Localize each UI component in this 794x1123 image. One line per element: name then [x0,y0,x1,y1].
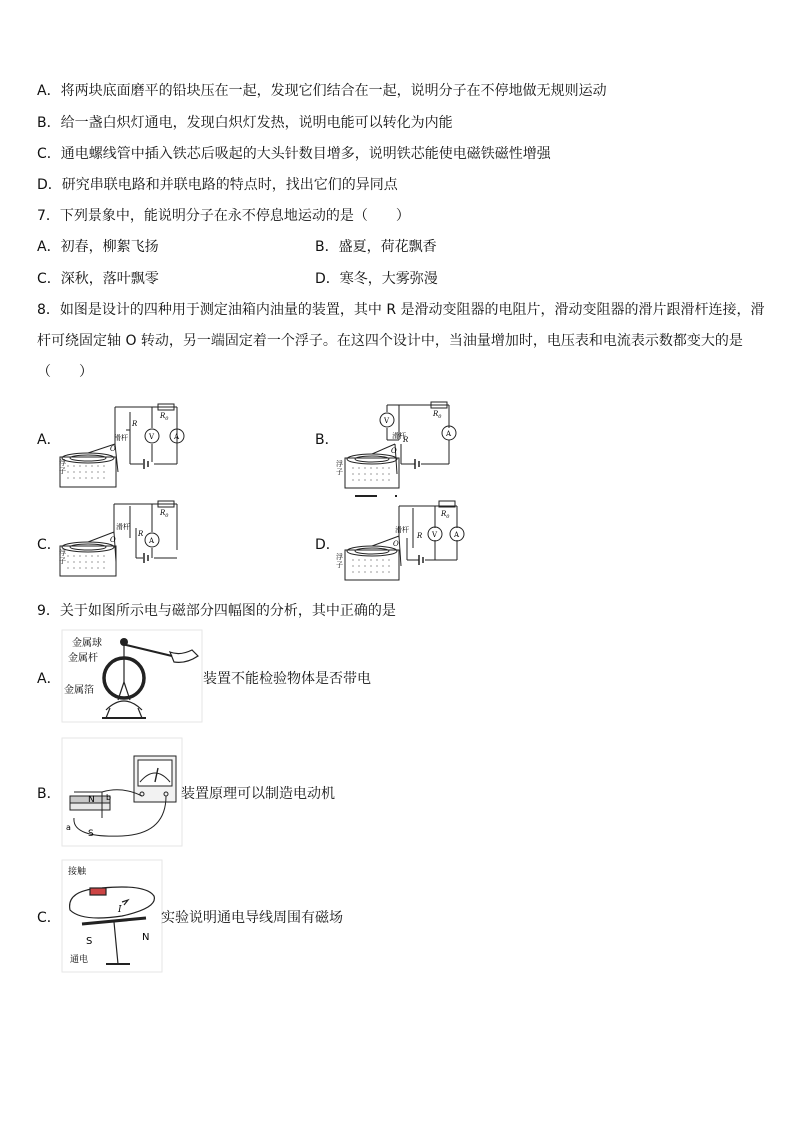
float-label-2: 子 [336,561,343,569]
q8-stem-line2: 杆可绕固定轴 O 转动，另一端固定着一个浮子。在这四个设计中，当油量增加时，电压表和电流表示数都变大的是 [37,333,743,349]
q8-circuit-c [58,498,188,588]
lever-label: 滑杆 [395,526,409,534]
resistor-label: R [403,436,409,444]
metal-rod-label: 金属杆 [68,653,98,664]
q9-figure-c-oersted [62,860,162,972]
q7-option-b: B．盛夏，荷花飘香 [315,239,437,255]
circuit-a-svg [58,402,188,492]
wire-a-label: a [66,823,71,832]
voltmeter-label: V [149,433,155,441]
voltmeter-label: V [432,531,438,539]
float-label: 浮 [59,459,66,467]
q8-circuit-b [335,400,465,500]
resistor-label: R [132,420,138,428]
q6-option-d: D．研究串联电路和并联电路的特点时，找出它们的异同点 [37,177,398,193]
r0-subscript: 0 [438,414,442,420]
float-label: 浮 [336,553,343,561]
power-on-label: 通电 [70,955,89,965]
current-label: I [118,905,122,915]
q9-label-a: A． [37,671,61,687]
wire-b-label: b [106,793,112,802]
ammeter-label: A [454,531,460,539]
q9-figure-b-generator [62,738,182,846]
r0-label: $R_0$ [160,412,169,422]
q8-circuit-d [335,498,465,588]
lever-label: 滑杆 [114,434,128,442]
oersted-svg [62,860,162,972]
q8-label-b: B． [315,432,339,448]
metal-foil-label: 金属箔 [64,685,94,696]
compass-n-label: N [142,932,150,943]
ammeter-label: A [149,537,155,545]
r0-subscript: 0 [165,513,169,519]
south-pole-label: S [88,829,94,839]
electroscope-svg [62,630,202,722]
q9-option-c-text: 实验说明通电导线周围有磁场 [161,910,343,926]
q7-stem: 7．下列景象中，能说明分子在永不停息地运动的是（ ） [37,208,410,224]
pivot-label: O [110,445,116,453]
r0-label: $R_0$ [433,410,442,420]
r0-label: $R_0$ [441,510,450,520]
resistor-label: R [417,532,423,540]
q6-option-a: A．将两块底面磨平的铅块压在一起，发现它们结合在一起，说明分子在不停地做无规则运动 [37,83,607,99]
q9-label-c: C． [37,910,61,926]
pivot-label: O [393,540,399,548]
compass-s-label: S [86,936,93,947]
q9-option-b-text: 装置原理可以制造电动机 [181,786,335,802]
q6-option-b: B．给一盏白炽灯通电，发现白炽灯发热，说明电能可以转化为内能 [37,115,453,131]
q8-stem-line1: 8．如图是设计的四种用于测定油箱内油量的装置，其中 R 是滑动变阻器的电阻片，滑动变阻器的滑片跟滑杆连接，滑 [37,302,765,318]
ammeter-label: A [446,430,452,438]
r0-subscript: 0 [446,514,450,520]
metal-ball-label: 金属球 [72,638,102,649]
voltmeter-label: V [384,417,390,425]
q7-option-a: A．初春，柳絮飞扬 [37,239,159,255]
resistor-label: R [138,530,144,538]
pivot-label: O [391,447,397,455]
q9-figure-a-electroscope [62,630,202,722]
float-label-2: 子 [59,467,66,475]
float-label: 浮 [336,460,343,468]
float-label-2: 子 [336,468,343,476]
circuit-b-svg [335,400,465,500]
float-label: 浮 [59,549,66,557]
north-pole-label: N [88,795,95,805]
q8-stem-line3: （ ） [37,364,93,380]
pivot-label: O [110,536,116,544]
float-label-2: 子 [59,557,66,565]
lever-label: 滑杆 [392,432,406,440]
circuit-d-svg [335,498,465,588]
generator-svg [62,738,182,846]
q8-circuit-a [58,402,188,492]
q8-label-a: A． [37,432,61,448]
r0-subscript: 0 [165,416,169,422]
r0-label: $R_0$ [160,509,169,519]
lever-label: 滑杆 [116,523,130,531]
q9-option-a-text: 装置不能检验物体是否带电 [203,671,371,687]
q9-label-b: B． [37,786,61,802]
q8-label-d: D． [315,537,340,553]
ammeter-label: A [174,433,180,441]
q9-stem: 9．关于如图所示电与磁部分四幅图的分析，其中正确的是 [37,603,396,619]
q8-label-c: C． [37,537,61,553]
circuit-c-svg [58,498,188,588]
contact-label: 接触 [68,867,87,877]
q6-option-c: C．通电螺线管中插入铁芯后吸起的大头针数目增多，说明铁芯能使电磁铁磁性增强 [37,146,551,162]
q7-option-c: C．深秋，落叶飘零 [37,271,159,287]
q7-option-d: D．寒冬，大雾弥漫 [315,271,438,287]
